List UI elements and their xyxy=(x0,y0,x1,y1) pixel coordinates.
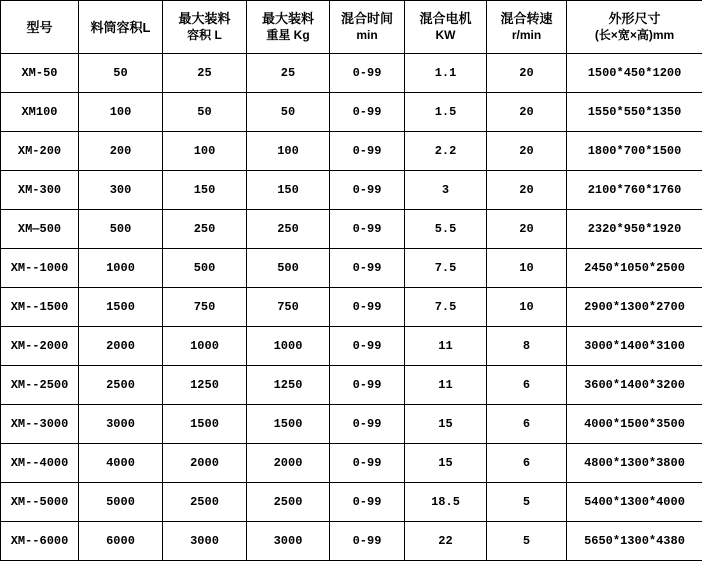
table-row xyxy=(1,405,702,444)
cell-max-charge-volume: 25 xyxy=(163,54,247,93)
cell-max-charge-volume: 2500 xyxy=(163,483,247,522)
cell-model: XM--1500 xyxy=(1,288,79,327)
cell-mixing-motor: 15 xyxy=(405,405,487,444)
table-row xyxy=(1,444,702,483)
cell-max-charge-volume: 2000 xyxy=(163,444,247,483)
cell-mixing-time: 0-99 xyxy=(330,249,405,288)
cell-mixing-motor: 7.5 xyxy=(405,288,487,327)
table-row xyxy=(1,210,702,249)
table-header xyxy=(1,1,702,54)
cell-mixing-speed: 20 xyxy=(487,171,567,210)
cell-barrel-volume: 2000 xyxy=(79,327,163,366)
table-row xyxy=(1,522,702,561)
column-header-max-charge-weight xyxy=(247,1,330,54)
cell-max-charge-weight: 100 xyxy=(247,132,330,171)
table-row xyxy=(1,366,702,405)
column-header-subtitle: 重星 Kg xyxy=(266,28,310,42)
table-row xyxy=(1,288,702,327)
cell-barrel-volume: 2500 xyxy=(79,366,163,405)
cell-mixing-speed: 20 xyxy=(487,93,567,132)
cell-dimensions: 5650*1300*4380 xyxy=(567,522,702,561)
cell-dimensions: 2900*1300*2700 xyxy=(567,288,702,327)
cell-model: XM—500 xyxy=(1,210,79,249)
cell-mixing-motor: 2.2 xyxy=(405,132,487,171)
cell-mixing-motor: 11 xyxy=(405,327,487,366)
cell-max-charge-volume: 1250 xyxy=(163,366,247,405)
table-row xyxy=(1,54,702,93)
column-header-title: 最大装料 xyxy=(261,11,314,26)
cell-mixing-motor: 7.5 xyxy=(405,249,487,288)
cell-barrel-volume: 200 xyxy=(79,132,163,171)
cell-max-charge-volume: 100 xyxy=(163,132,247,171)
cell-model: XM--6000 xyxy=(1,522,79,561)
cell-mixing-time: 0-99 xyxy=(330,483,405,522)
cell-barrel-volume: 5000 xyxy=(79,483,163,522)
column-header-subtitle: KW xyxy=(435,28,456,42)
cell-mixing-speed: 20 xyxy=(487,132,567,171)
table-row xyxy=(1,327,702,366)
cell-dimensions: 2320*950*1920 xyxy=(567,210,702,249)
cell-dimensions: 3000*1400*3100 xyxy=(567,327,702,366)
cell-dimensions: 1800*700*1500 xyxy=(567,132,702,171)
column-header-title: 混合电机 xyxy=(419,11,472,26)
cell-mixing-motor: 5.5 xyxy=(405,210,487,249)
cell-barrel-volume: 1500 xyxy=(79,288,163,327)
cell-max-charge-volume: 1000 xyxy=(163,327,247,366)
cell-mixing-motor: 22 xyxy=(405,522,487,561)
cell-dimensions: 1550*550*1350 xyxy=(567,93,702,132)
cell-mixing-motor: 15 xyxy=(405,444,487,483)
cell-mixing-time: 0-99 xyxy=(330,93,405,132)
column-header-subtitle: r/min xyxy=(511,28,542,42)
cell-max-charge-weight: 50 xyxy=(247,93,330,132)
cell-model: XM--1000 xyxy=(1,249,79,288)
cell-barrel-volume: 3000 xyxy=(79,405,163,444)
cell-mixing-speed: 10 xyxy=(487,249,567,288)
cell-max-charge-weight: 25 xyxy=(247,54,330,93)
cell-max-charge-volume: 3000 xyxy=(163,522,247,561)
cell-model: XM100 xyxy=(1,93,79,132)
table-header-row xyxy=(1,1,702,54)
cell-model: XM-300 xyxy=(1,171,79,210)
cell-max-charge-weight: 1250 xyxy=(247,366,330,405)
cell-mixing-time: 0-99 xyxy=(330,54,405,93)
cell-max-charge-weight: 1000 xyxy=(247,327,330,366)
column-header-barrel-volume xyxy=(79,1,163,54)
cell-mixing-speed: 20 xyxy=(487,210,567,249)
cell-mixing-speed: 6 xyxy=(487,366,567,405)
column-header-title: 型号 xyxy=(26,19,53,35)
table-row xyxy=(1,171,702,210)
column-header-max-charge-volume xyxy=(163,1,247,54)
cell-max-charge-volume: 750 xyxy=(163,288,247,327)
cell-barrel-volume: 500 xyxy=(79,210,163,249)
cell-dimensions: 5400*1300*4000 xyxy=(567,483,702,522)
cell-mixing-speed: 6 xyxy=(487,444,567,483)
cell-model: XM--5000 xyxy=(1,483,79,522)
cell-max-charge-volume: 50 xyxy=(163,93,247,132)
cell-max-charge-weight: 250 xyxy=(247,210,330,249)
cell-max-charge-volume: 1500 xyxy=(163,405,247,444)
column-header-model xyxy=(1,1,79,54)
cell-mixing-time: 0-99 xyxy=(330,327,405,366)
cell-max-charge-weight: 750 xyxy=(247,288,330,327)
column-header-mixing-time xyxy=(330,1,405,54)
cell-mixing-motor: 11 xyxy=(405,366,487,405)
cell-mixing-speed: 5 xyxy=(487,483,567,522)
cell-model: XM-200 xyxy=(1,132,79,171)
cell-dimensions: 4800*1300*3800 xyxy=(567,444,702,483)
cell-mixing-time: 0-99 xyxy=(330,132,405,171)
table-row xyxy=(1,483,702,522)
cell-mixing-motor: 3 xyxy=(405,171,487,210)
cell-max-charge-weight: 3000 xyxy=(247,522,330,561)
cell-max-charge-volume: 500 xyxy=(163,249,247,288)
cell-dimensions: 2100*760*1760 xyxy=(567,171,702,210)
column-header-subtitle: 容积 L xyxy=(187,28,222,42)
table-body xyxy=(1,54,702,561)
cell-mixing-time: 0-99 xyxy=(330,366,405,405)
cell-max-charge-weight: 2000 xyxy=(247,444,330,483)
cell-mixing-time: 0-99 xyxy=(330,210,405,249)
cell-model: XM--2000 xyxy=(1,327,79,366)
cell-mixing-speed: 20 xyxy=(487,54,567,93)
cell-max-charge-weight: 2500 xyxy=(247,483,330,522)
column-header-mixing-motor xyxy=(405,1,487,54)
cell-mixing-speed: 8 xyxy=(487,327,567,366)
cell-dimensions: 2450*1050*2500 xyxy=(567,249,702,288)
cell-max-charge-weight: 500 xyxy=(247,249,330,288)
cell-barrel-volume: 50 xyxy=(79,54,163,93)
table-row xyxy=(1,249,702,288)
cell-mixing-time: 0-99 xyxy=(330,522,405,561)
cell-max-charge-weight: 1500 xyxy=(247,405,330,444)
column-header-title: 料筒容积L xyxy=(90,19,151,35)
cell-barrel-volume: 4000 xyxy=(79,444,163,483)
column-header-title: 最大装料 xyxy=(178,11,231,26)
cell-max-charge-weight: 150 xyxy=(247,171,330,210)
cell-mixing-speed: 5 xyxy=(487,522,567,561)
cell-dimensions: 3600*1400*3200 xyxy=(567,366,702,405)
cell-model: XM--4000 xyxy=(1,444,79,483)
cell-barrel-volume: 6000 xyxy=(79,522,163,561)
cell-barrel-volume: 300 xyxy=(79,171,163,210)
column-header-subtitle: min xyxy=(356,28,378,42)
cell-mixing-time: 0-99 xyxy=(330,405,405,444)
column-header-title: 混合时间 xyxy=(340,11,393,26)
column-header-mixing-speed xyxy=(487,1,567,54)
cell-model: XM--3000 xyxy=(1,405,79,444)
cell-mixing-motor: 1.5 xyxy=(405,93,487,132)
column-header-dimensions xyxy=(567,1,702,54)
cell-dimensions: 4000*1500*3500 xyxy=(567,405,702,444)
table-row xyxy=(1,132,702,171)
cell-mixing-time: 0-99 xyxy=(330,444,405,483)
cell-model: XM-50 xyxy=(1,54,79,93)
column-header-title: 混合转速 xyxy=(500,11,553,26)
cell-mixing-speed: 10 xyxy=(487,288,567,327)
cell-mixing-time: 0-99 xyxy=(330,171,405,210)
cell-mixing-speed: 6 xyxy=(487,405,567,444)
column-header-title: 外形尺寸 xyxy=(608,11,661,26)
cell-model: XM--2500 xyxy=(1,366,79,405)
cell-max-charge-volume: 150 xyxy=(163,171,247,210)
cell-barrel-volume: 100 xyxy=(79,93,163,132)
cell-mixing-motor: 18.5 xyxy=(405,483,487,522)
cell-max-charge-volume: 250 xyxy=(163,210,247,249)
cell-dimensions: 1500*450*1200 xyxy=(567,54,702,93)
table-row xyxy=(1,93,702,132)
column-header-subtitle: (长×宽×高)mm xyxy=(594,28,675,42)
cell-mixing-motor: 1.1 xyxy=(405,54,487,93)
cell-mixing-time: 0-99 xyxy=(330,288,405,327)
cell-barrel-volume: 1000 xyxy=(79,249,163,288)
